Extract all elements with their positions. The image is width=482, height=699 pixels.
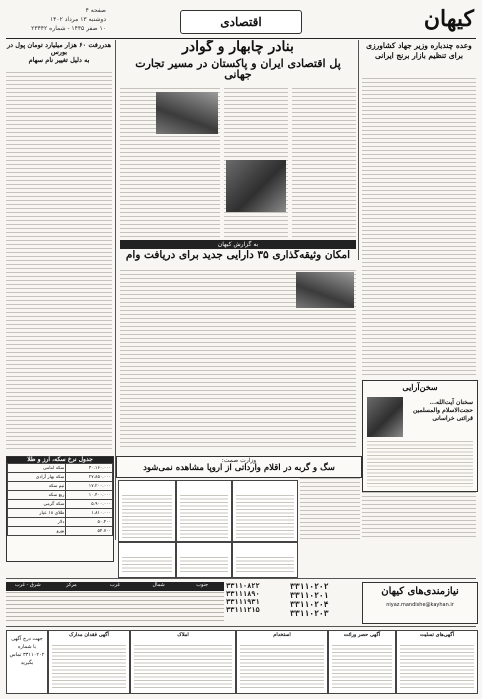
- mid-banner-kicker: به گزارش کیهان: [120, 240, 356, 249]
- region-header: جنوب: [196, 582, 209, 588]
- notice-ad-5: [176, 542, 232, 578]
- logo: کیهان: [423, 6, 474, 32]
- secondary-photo: [156, 92, 218, 134]
- bottom-rule: [6, 626, 476, 627]
- currency-table-grid: [7, 463, 113, 536]
- table-cell: دلار: [8, 518, 66, 527]
- mid-story-photo: [296, 272, 354, 308]
- right-lower-body: [362, 492, 476, 540]
- phone-number: ۳۳۱۱۱۲۱۵: [226, 606, 260, 614]
- sokhan-body: سخنان آیت‌الله... حجت‌الاسلام والمسلمین قرائتی خراسانی: [412, 399, 473, 422]
- trade-banner-title: سگ و گربه در اقلام وارداتی از اروپا مشاهده نمی‌شود: [143, 463, 335, 473]
- table-cell: ۱۷.۲۰۰.۰۰۰: [66, 482, 113, 491]
- notice-ad-2: [176, 480, 232, 542]
- bottom-ad-label: آگهی حصر وراثت: [343, 632, 381, 638]
- phone-number: ۳۳۱۱۰۲۰۴: [290, 600, 329, 609]
- trade-banner: [116, 456, 362, 478]
- main-story-col1: [292, 88, 356, 238]
- table-cell: ربع سکه: [8, 491, 66, 500]
- right-story-title-line2: برای تنظیم بازار برنج ایرانی: [375, 50, 463, 60]
- bottom-ad-label: آگهی فقدان مدارک: [69, 632, 109, 638]
- table-cell: ۵.۹۰۰.۰۰۰: [66, 500, 113, 509]
- date-line1: دوشنبه ۱۳ مرداد ۱۴۰۲: [49, 16, 106, 23]
- currency-table-title: جدول نرخ سکه، ارز و طلا: [7, 457, 113, 463]
- left-story-title-line2: به دلیل تغییر نام سهام: [28, 55, 90, 64]
- masthead: [414, 6, 474, 36]
- phone-number: ۳۳۱۱۰۲۰۱: [290, 591, 329, 600]
- trade-banner-kicker: وزارت صمت:: [221, 457, 257, 464]
- regions-table: [6, 582, 224, 622]
- region-header: غرب: [109, 582, 121, 588]
- left-story-title: [6, 42, 112, 70]
- table-cell: سکه بهار آزادی: [8, 473, 66, 482]
- phones-col1: [290, 582, 360, 622]
- bottom-ad-2: [328, 630, 396, 694]
- table-cell: یورو: [8, 527, 66, 536]
- bottom-ad-label: املاک: [177, 632, 189, 638]
- right-story-body: [362, 78, 476, 188]
- classified-title: نیازمندی‌های کیهان: [381, 586, 459, 597]
- right-column-body: [362, 190, 476, 376]
- main-headline-line2: پل اقتصادی ایران و پاکستان در مسیر تجارت جهانی: [135, 56, 341, 82]
- classified-logo-box: [362, 582, 478, 624]
- phone-number: ۳۳۱۱۰۲۰۳: [290, 609, 329, 618]
- bottom-ad-1: [396, 630, 478, 694]
- region-header: مرکز: [66, 582, 77, 588]
- table-row: [8, 464, 113, 473]
- bottom-ad-5: [48, 630, 130, 694]
- main-headline-line1: بنادر چابهار و گوادر: [182, 40, 294, 55]
- table-row: [8, 527, 113, 536]
- right-story-title: [362, 42, 476, 76]
- table-row: [8, 491, 113, 500]
- phone-number: ۳۳۱۱۱۹۳۱: [226, 598, 260, 606]
- bottom-ad-4: [130, 630, 236, 694]
- table-cell: طلای ۱۸ عیار: [8, 509, 66, 518]
- table-cell: ۱۰.۴۰۰.۰۰۰: [66, 491, 113, 500]
- bottom-ad-label: آگهی‌های تسلیت: [420, 632, 454, 638]
- table-cell: ۲۷.۸۵۰.۰۰۰: [66, 473, 113, 482]
- right-story-title-line1: وعده چندباره وزیر جهاد کشاورزی: [366, 42, 472, 50]
- table-row: [8, 509, 113, 518]
- notice-ad-3: [118, 480, 176, 542]
- column-divider: [358, 40, 359, 260]
- table-row: [8, 482, 113, 491]
- main-headline: [120, 40, 356, 86]
- table-row: [8, 500, 113, 509]
- table-cell: ۵۰.۴۰۰: [66, 518, 113, 527]
- classified-email: niyaz.mandishe@kayhan.ir: [386, 601, 454, 608]
- main-story-photo: [226, 160, 286, 212]
- table-cell: ۵۴.۷۰۰: [66, 527, 113, 536]
- region-header: شرق - غرب: [14, 582, 41, 588]
- table-cell: ۳۰.۱۶۰.۰۰۰: [66, 464, 113, 473]
- bottom-ad-3: [236, 630, 328, 694]
- table-cell: ۱.۸۱۰.۰۰۰: [66, 509, 113, 518]
- mid-banner-title-text: امکان وثیقه‌گذاری ۳۵ دارایی جدید برای دریافت وام: [125, 250, 351, 261]
- currency-table: [6, 456, 114, 562]
- page-label: صفحه ۴: [85, 7, 106, 14]
- date-block: [6, 6, 106, 33]
- trade-story-body: [300, 478, 360, 540]
- header-rule: [6, 38, 476, 39]
- bottom-ad-label: استخدام: [273, 632, 291, 638]
- footer-note-box: [6, 630, 48, 694]
- phone-number: ۳۳۱۱۰۸۲۲: [226, 582, 260, 590]
- table-cell: سکه گرمی: [8, 500, 66, 509]
- left-story-title-line1: هدررفت ۶۰ هزار میلیارد تومان پول در بورس: [6, 42, 112, 56]
- left-story-body: [6, 72, 112, 452]
- phone-number: ۳۳۱۱۰۲۰۲: [290, 582, 329, 591]
- notice-ad-1: [232, 480, 298, 542]
- sokhan-text: [367, 441, 473, 487]
- notice-ad-4: [232, 542, 298, 578]
- date-line2: ۱۰ صفر ۱۴۴۵ - شماره ۲۳۴۴۲: [31, 25, 106, 32]
- footer-note: جهت درج آگهی با شماره ۳۳۱۱۰۲۰۲ تماس بگیرید: [9, 636, 45, 666]
- regions-body: [6, 592, 224, 622]
- phones-col2: [226, 582, 288, 622]
- section-title: اقتصادی: [180, 10, 302, 34]
- mid-banner-title: [120, 250, 356, 268]
- footer-rule: [6, 578, 476, 579]
- notice-ad-6: [118, 542, 176, 578]
- table-cell: نیم سکه: [8, 482, 66, 491]
- phone-number: ۳۳۱۱۱۸۹۰: [226, 590, 260, 598]
- table-row: [8, 518, 113, 527]
- sokhan-title: سخن‌آرایی: [402, 382, 438, 392]
- region-header: شمال: [152, 582, 165, 588]
- sokhan-photo: [367, 397, 403, 437]
- table-row: [8, 473, 113, 482]
- sokhan-box: [362, 380, 478, 492]
- table-cell: سکه امامی: [8, 464, 66, 473]
